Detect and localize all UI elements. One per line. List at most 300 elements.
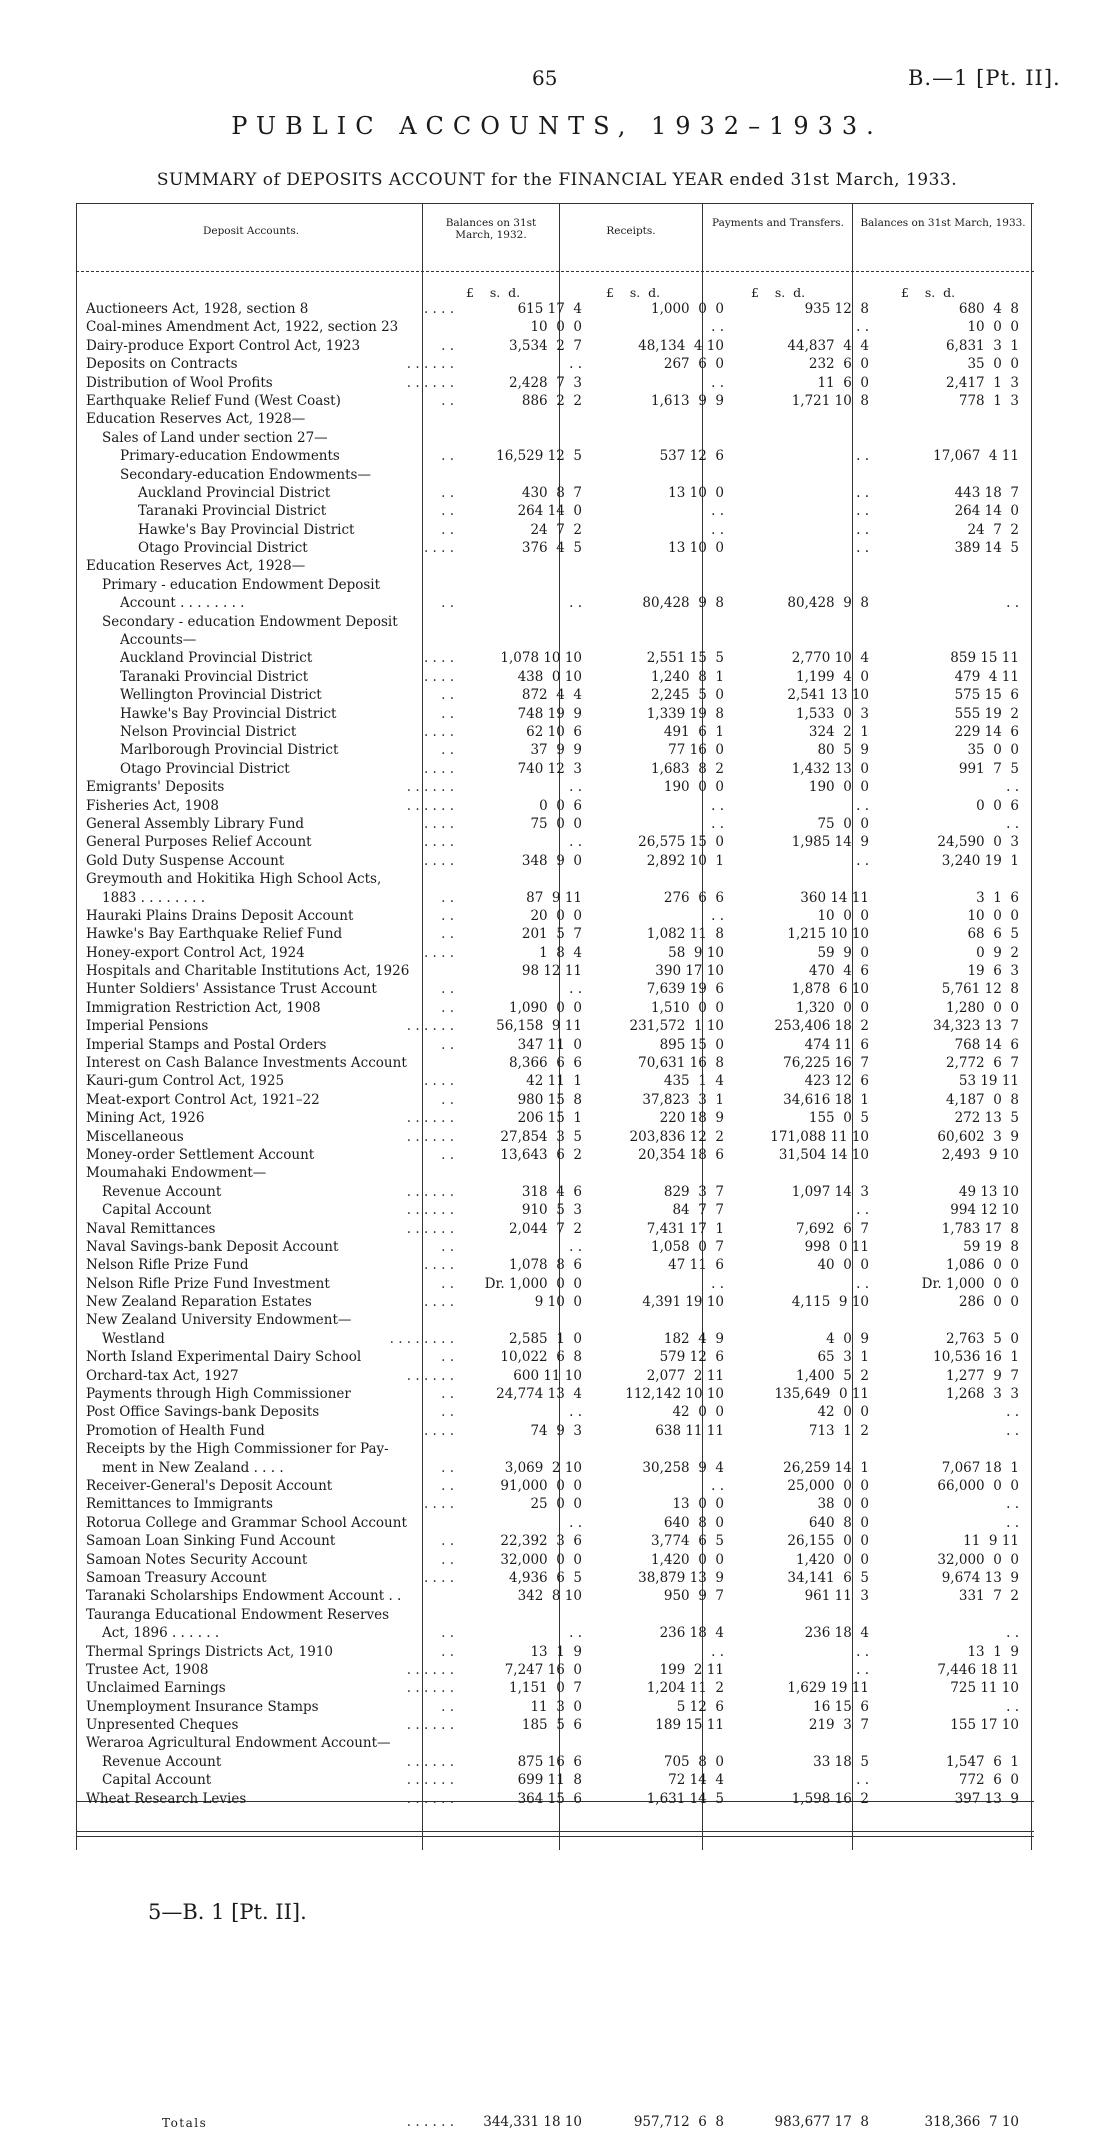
balance-1933-cell: . . — [1006, 779, 1019, 796]
leader-dots: . . . . — [423, 301, 454, 317]
balance-1932-cell: . . — [569, 981, 582, 998]
balance-1932-cell: . . — [569, 1625, 582, 1642]
account-label: Imperial Stamps and Postal Orders — [86, 1036, 327, 1053]
payments-cell: 1,533 0 3 — [796, 705, 869, 722]
currency-header: £ s. d. — [466, 285, 521, 300]
receipts-cell: 20,354 18 6 — [638, 1146, 724, 1163]
table-row — [86, 502, 1032, 520]
balance-1933-cell: 229 14 6 — [954, 723, 1019, 740]
leader-dots: . . . . . . — [406, 356, 454, 373]
payments-cell: 1,721 10 8 — [791, 392, 869, 409]
account-label: Naval Savings-bank Deposit Account — [86, 1238, 339, 1255]
account-label: Nelson Provincial District — [120, 723, 297, 740]
receipts-cell: 638 11 11 — [655, 1422, 724, 1439]
totals-double-rule — [76, 1836, 1034, 1837]
leader-dots: . . — [441, 448, 454, 465]
balance-1932-cell: 22,392 3 6 — [500, 1533, 582, 1550]
balance-1933-cell: 68 6 5 — [967, 926, 1019, 943]
balance-1932-cell: 748 19 9 — [517, 705, 582, 722]
balance-1932-cell: 348 9 0 — [521, 852, 582, 869]
account-label: Secondary - education Endowment Deposit — [102, 613, 398, 630]
leader-dots: . . . . . . — [406, 1661, 454, 1678]
table-row — [86, 1477, 1032, 1495]
receipts-cell: 537 12 6 — [659, 448, 724, 465]
account-label: Deposits on Contracts — [86, 356, 238, 373]
leader-dots: . . — [441, 1275, 454, 1292]
balance-1933-cell: 19 6 3 — [967, 963, 1019, 980]
payments-cell: . . — [856, 319, 869, 336]
account-label: Revenue Account — [102, 1183, 222, 1200]
table-row — [86, 1771, 1032, 1789]
table-row — [86, 557, 1032, 575]
account-label: Samoan Loan Sinking Fund Account — [86, 1533, 336, 1550]
balance-1932-cell: . . — [569, 1514, 582, 1531]
account-label: Remittances to Immigrants — [86, 1496, 273, 1513]
receipts-cell: 1,058 0 7 — [651, 1238, 724, 1255]
balance-1933-cell: 11 9 11 — [963, 1533, 1019, 1550]
receipts-cell: 30,258 9 4 — [642, 1459, 724, 1476]
balance-1933-cell: 7,067 18 1 — [941, 1459, 1019, 1476]
receipts-cell: 2,892 10 1 — [646, 852, 724, 869]
account-label: Westland — [102, 1330, 165, 1347]
account-label: Auckland Provincial District — [138, 484, 331, 501]
leader-dots: . . . . — [423, 1569, 454, 1586]
receipts-cell: . . — [711, 1643, 724, 1660]
receipts-cell: . . — [711, 374, 724, 391]
balance-1932-cell: 24,774 13 4 — [496, 1386, 582, 1403]
payments-cell: 10 0 0 — [817, 907, 869, 924]
receipts-cell: 4,391 19 10 — [642, 1294, 724, 1311]
balance-1933-cell: . . — [1006, 1514, 1019, 1531]
balance-1932-cell: 615 17 4 — [517, 301, 582, 317]
table-row — [86, 1275, 1032, 1293]
account-label: Meat-export Control Act, 1921–22 — [86, 1091, 320, 1108]
balance-1933-cell: 6,831 3 1 — [946, 337, 1019, 354]
account-label: Coal-mines Amendment Act, 1922, section 23 — [86, 319, 399, 336]
leader-dots: . . . . — [423, 944, 454, 961]
leader-dots: . . — [441, 1533, 454, 1550]
table-row — [86, 778, 1032, 796]
account-label: Samoan Treasury Account — [86, 1569, 267, 1586]
account-label: Rotorua College and Grammar School Account — [86, 1514, 407, 1531]
account-label: Sales of Land under section 27— — [102, 429, 328, 446]
account-label: Miscellaneous — [86, 1128, 184, 1145]
balance-1933-cell: 9,674 13 9 — [941, 1569, 1019, 1586]
table-row — [86, 1551, 1032, 1569]
receipts-cell: 38,879 13 9 — [638, 1569, 724, 1586]
payments-cell: 1,432 13 0 — [791, 760, 869, 777]
totals-bottom-rule — [76, 1831, 1034, 1832]
leader-dots: . . . . . . — [406, 1790, 454, 1807]
receipts-cell: . . — [711, 815, 724, 832]
table-row — [86, 1790, 1032, 1808]
account-label: Fisheries Act, 1908 — [86, 797, 219, 814]
receipts-cell: 276 6 6 — [663, 889, 724, 906]
payments-cell: 7,692 6 7 — [796, 1220, 869, 1237]
account-label: Otago Provincial District — [138, 540, 308, 557]
leader-dots: . . — [441, 1459, 454, 1476]
payments-cell: 713 1 2 — [808, 1422, 869, 1439]
payments-cell: 935 12 8 — [804, 301, 869, 317]
payments-cell: 31,504 14 10 — [778, 1146, 869, 1163]
receipts-cell: 1,631 14 5 — [646, 1790, 724, 1807]
table-row — [86, 392, 1032, 410]
balance-1932-cell: 980 15 8 — [517, 1091, 582, 1108]
balance-1933-cell: 10,536 16 1 — [933, 1349, 1019, 1366]
leader-dots: . . . . — [423, 1294, 454, 1311]
receipts-cell: 70,631 16 8 — [638, 1055, 724, 1072]
table-row — [86, 1054, 1032, 1072]
balance-1933-cell: 443 18 7 — [954, 484, 1019, 501]
balance-1933-cell: 859 15 11 — [950, 650, 1019, 667]
table-row — [86, 1422, 1032, 1440]
table-row — [86, 1183, 1032, 1201]
page-subtitle: SUMMARY of DEPOSITS ACCOUNT for the FINANCIAL YEAR ended 31st March, 1933. — [156, 170, 958, 190]
payments-cell: 640 8 0 — [808, 1514, 869, 1531]
account-label: Imperial Pensions — [86, 1018, 209, 1035]
receipts-cell: 895 15 0 — [659, 1036, 724, 1053]
receipts-cell: 640 8 0 — [663, 1514, 724, 1531]
payments-cell: 1,629 19 11 — [787, 1680, 869, 1697]
leader-dots: . . . . . . — [406, 1018, 454, 1035]
table-row — [86, 1146, 1032, 1164]
receipts-cell: 42 0 0 — [672, 1404, 724, 1421]
account-label: Payments through High Commissioner — [86, 1386, 351, 1403]
table-row — [86, 374, 1032, 392]
totals-leader: . . . . . . — [406, 2114, 454, 2130]
balance-1932-cell: 376 4 5 — [521, 540, 582, 557]
column-header-balance-1932: Balances on 31st March, 1932. — [445, 217, 537, 241]
balance-1933-cell: . . — [1006, 595, 1019, 612]
payments-cell: 2,541 13 10 — [787, 687, 869, 704]
account-label: Account . . . . . . . . — [120, 595, 245, 612]
leader-dots: . . — [441, 1386, 454, 1403]
payments-cell: 1,400 5 2 — [796, 1367, 869, 1384]
totals-receipts: 957,712 6 8 — [633, 2114, 724, 2130]
payments-cell: 324 2 1 — [808, 723, 869, 740]
payments-cell: 44,837 4 4 — [787, 337, 869, 354]
balance-1933-cell: 5,761 12 8 — [941, 981, 1019, 998]
balance-1932-cell: 20 0 0 — [530, 907, 582, 924]
payments-cell: 59 9 0 — [817, 944, 869, 961]
account-label: Revenue Account — [102, 1753, 222, 1770]
receipts-cell: 1,339 19 8 — [646, 705, 724, 722]
balance-1932-cell: 1,078 8 6 — [509, 1257, 582, 1274]
account-label: Wellington Provincial District — [120, 687, 322, 704]
table-row — [86, 447, 1032, 465]
page-footer: 5—B. 1 [Pt. II]. — [148, 1900, 307, 1924]
account-label: Auctioneers Act, 1928, section 8 — [86, 301, 309, 317]
table-row — [86, 1072, 1032, 1090]
balance-1932-cell: 201 5 7 — [521, 926, 582, 943]
table-row — [86, 484, 1032, 502]
receipts-cell: 2,077 2 11 — [646, 1367, 724, 1384]
payments-cell: 80 5 9 — [817, 742, 869, 759]
payments-cell: . . — [856, 797, 869, 814]
leader-dots: . . . . . . — [406, 1367, 454, 1384]
document-reference: B.—1 [Pt. II]. — [908, 66, 1061, 90]
table-row — [86, 1643, 1032, 1661]
balance-1932-cell: 600 11 10 — [513, 1367, 582, 1384]
balance-1932-cell: . . — [569, 1404, 582, 1421]
payments-cell: . . — [856, 540, 869, 557]
balance-1933-cell: 59 19 8 — [963, 1238, 1019, 1255]
payments-cell: . . — [856, 1275, 869, 1292]
table-row — [86, 1606, 1032, 1624]
table-row — [86, 1624, 1032, 1642]
receipts-cell: 84 7 7 — [672, 1202, 724, 1219]
payments-cell: . . — [856, 1202, 869, 1219]
payments-cell: 11 6 0 — [817, 374, 869, 391]
payments-cell: 423 12 6 — [804, 1073, 869, 1090]
leader-dots: . . — [441, 999, 454, 1016]
payments-cell: 80,428 9 8 — [787, 595, 869, 612]
balance-1933-cell: 725 11 10 — [950, 1680, 1019, 1697]
balance-1932-cell: 2,044 7 2 — [509, 1220, 582, 1237]
account-label: Post Office Savings-bank Deposits — [86, 1404, 320, 1421]
table-row — [86, 1109, 1032, 1127]
payments-cell: 1,320 0 0 — [796, 999, 869, 1016]
leader-dots: . . — [441, 742, 454, 759]
payments-cell: 34,616 18 1 — [783, 1091, 869, 1108]
balance-1933-cell: 35 0 0 — [967, 356, 1019, 373]
receipts-cell: 220 18 9 — [659, 1110, 724, 1127]
balance-1933-cell: 286 0 0 — [958, 1294, 1019, 1311]
receipts-cell: 190 0 0 — [663, 779, 724, 796]
table-row — [86, 1201, 1032, 1219]
payments-cell: 34,141 6 5 — [787, 1569, 869, 1586]
balance-1933-cell: . . — [1006, 1625, 1019, 1642]
balance-1932-cell: 3,534 2 7 — [509, 337, 582, 354]
receipts-cell: 26,575 15 0 — [638, 834, 724, 851]
leader-dots: . . . . . . — [406, 1680, 454, 1697]
payments-cell: 75 0 0 — [817, 815, 869, 832]
leader-dots: . . . . . . . . — [389, 1330, 454, 1347]
account-label: Dairy-produce Export Control Act, 1923 — [86, 337, 361, 354]
balance-1932-cell: 4,936 6 5 — [509, 1569, 582, 1586]
balance-1933-cell: 1,783 17 8 — [941, 1220, 1019, 1237]
payments-cell: . . — [856, 852, 869, 869]
receipts-cell: 189 15 11 — [655, 1717, 724, 1734]
balance-1932-cell: 318 4 6 — [521, 1183, 582, 1200]
payments-cell: 4 0 9 — [826, 1330, 869, 1347]
balance-1933-cell: 7,446 18 11 — [937, 1661, 1019, 1678]
table-top-rule — [76, 203, 1034, 204]
balance-1933-cell: 60,602 3 9 — [937, 1128, 1019, 1145]
receipts-cell: 579 12 6 — [659, 1349, 724, 1366]
payments-cell: 1,878 6 10 — [791, 981, 869, 998]
table-row — [86, 870, 1032, 888]
balance-1932-cell: 10,022 6 8 — [500, 1349, 582, 1366]
payments-cell: 360 14 11 — [800, 889, 869, 906]
account-label: Education Reserves Act, 1928— — [86, 411, 306, 428]
account-label: Tauranga Educational Endowment Reserves — [86, 1606, 390, 1623]
balance-1932-cell: . . — [569, 595, 582, 612]
leader-dots: . . . . — [423, 723, 454, 740]
balance-1933-cell: 1,086 0 0 — [946, 1257, 1019, 1274]
table-row — [86, 1220, 1032, 1238]
account-label: ment in New Zealand . . . . — [102, 1459, 284, 1476]
account-label: North Island Experimental Dairy School — [86, 1349, 362, 1366]
balance-1932-cell: 342 8 10 — [517, 1588, 582, 1605]
balance-1932-cell: 8,366 6 6 — [509, 1055, 582, 1072]
account-label: Weraroa Agricultural Endowment Account— — [86, 1735, 391, 1752]
receipts-cell: 47 11 6 — [668, 1257, 724, 1274]
receipts-cell: 390 17 10 — [655, 963, 724, 980]
balance-1933-cell: 772 6 0 — [958, 1772, 1019, 1789]
leader-dots: . . . . . . — [406, 1772, 454, 1789]
balance-1932-cell: 87 9 11 — [526, 889, 582, 906]
table-row — [86, 1017, 1032, 1035]
account-label: Secondary-education Endowments— — [120, 466, 371, 483]
leader-dots: . . . . . . — [406, 797, 454, 814]
table-row — [86, 1256, 1032, 1274]
table-row — [86, 576, 1032, 594]
leader-dots: . . — [441, 1478, 454, 1494]
account-label: Nelson Rifle Prize Fund Investment — [86, 1275, 330, 1292]
table-row — [86, 1587, 1032, 1605]
table-row — [86, 300, 1032, 318]
table-row — [86, 613, 1032, 631]
table-row — [86, 1459, 1032, 1477]
balance-1932-cell: 27,854 3 5 — [500, 1128, 582, 1145]
leader-dots: . . — [441, 1349, 454, 1366]
balance-1932-cell: 3,069 2 10 — [504, 1459, 582, 1476]
account-label: Primary-education Endowments — [120, 448, 340, 465]
leader-dots: . . — [441, 1036, 454, 1053]
balance-1933-cell: 17,067 4 11 — [933, 448, 1019, 465]
table-row — [86, 521, 1032, 539]
payments-cell: 42 0 0 — [817, 1404, 869, 1421]
table-row — [86, 1036, 1032, 1054]
receipts-cell: 80,428 9 8 — [642, 595, 724, 612]
leader-dots: . . . . . . — [406, 1220, 454, 1237]
table-row — [86, 1698, 1032, 1716]
balance-1932-cell: 37 9 9 — [530, 742, 582, 759]
table-row — [86, 355, 1032, 373]
account-label: Nelson Rifle Prize Fund — [86, 1257, 249, 1274]
leader-dots: . . — [441, 981, 454, 998]
balance-1933-cell: 66,000 0 0 — [937, 1478, 1019, 1494]
receipts-cell: 829 3 7 — [663, 1183, 724, 1200]
payments-cell: 253,406 18 2 — [774, 1018, 869, 1035]
leader-dots: . . — [441, 392, 454, 409]
receipts-cell: 199 2 11 — [659, 1661, 724, 1678]
leader-dots: . . . . — [423, 760, 454, 777]
leader-dots: . . — [441, 1091, 454, 1108]
balance-1932-cell: 74 9 3 — [530, 1422, 582, 1439]
receipts-cell: 267 6 0 — [663, 356, 724, 373]
receipts-cell: 37,823 3 1 — [642, 1091, 724, 1108]
balance-1932-cell: 25 0 0 — [530, 1496, 582, 1513]
leader-dots: . . . . — [423, 1257, 454, 1274]
payments-cell: 4,115 9 10 — [791, 1294, 869, 1311]
balance-1933-cell: 2,763 5 0 — [946, 1330, 1019, 1347]
receipts-cell: 13 10 0 — [668, 484, 724, 501]
table-row — [86, 741, 1032, 759]
table-row — [86, 1385, 1032, 1403]
account-label: Emigrants' Deposits — [86, 779, 225, 796]
table-row — [86, 760, 1032, 778]
payments-cell: 236 18 4 — [804, 1625, 869, 1642]
balance-1932-cell: 438 0 10 — [517, 668, 582, 685]
payments-cell: 1,598 16 2 — [791, 1790, 869, 1807]
payments-cell: 470 4 6 — [808, 963, 869, 980]
balance-1932-cell: 206 15 1 — [517, 1110, 582, 1127]
account-label: Accounts— — [120, 632, 197, 649]
balance-1933-cell: . . — [1006, 1404, 1019, 1421]
leader-dots: . . — [441, 687, 454, 704]
leader-dots: . . . . . . — [406, 1110, 454, 1127]
balance-1932-cell: 185 5 6 — [521, 1717, 582, 1734]
account-label: Moumahaki Endowment— — [86, 1165, 267, 1182]
account-label: Education Reserves Act, 1928— — [86, 558, 306, 575]
table-row — [86, 539, 1032, 557]
balance-1933-cell: 479 4 11 — [954, 668, 1019, 685]
payments-cell: . . — [856, 503, 869, 520]
account-label: Trustee Act, 1908 — [86, 1661, 209, 1678]
leader-dots: . . — [441, 595, 454, 612]
balance-1933-cell: 0 0 6 — [976, 797, 1019, 814]
account-label: Taranaki Provincial District — [138, 503, 327, 520]
payments-cell: 961 11 3 — [804, 1588, 869, 1605]
balance-1932-cell: . . — [569, 834, 582, 851]
account-label: Unclaimed Earnings — [86, 1680, 226, 1697]
leader-dots: . . . . — [423, 540, 454, 557]
balance-1933-cell: 680 4 8 — [958, 301, 1019, 317]
balance-1932-cell: Dr. 1,000 0 0 — [484, 1275, 582, 1292]
balance-1933-cell: 768 14 6 — [954, 1036, 1019, 1053]
account-label: Gold Duty Suspense Account — [86, 852, 285, 869]
receipts-cell: 231,572 1 10 — [629, 1018, 724, 1035]
balance-1932-cell: 56,158 9 11 — [496, 1018, 582, 1035]
balance-1932-cell: 10 0 0 — [530, 319, 582, 336]
balance-1933-cell: 53 19 11 — [958, 1073, 1019, 1090]
balance-1932-cell: 75 0 0 — [530, 815, 582, 832]
payments-cell: 474 11 6 — [804, 1036, 869, 1053]
table-row — [86, 1532, 1032, 1550]
balance-1933-cell: 2,417 1 3 — [946, 374, 1019, 391]
receipts-cell: . . — [711, 319, 724, 336]
account-label: Primary - education Endowment Deposit — [102, 576, 381, 593]
balance-1932-cell: 1,078 10 10 — [500, 650, 582, 667]
receipts-cell: 2,551 15 5 — [646, 650, 724, 667]
currency-header: £ s. d. — [901, 285, 956, 300]
account-label: Interest on Cash Balance Investments Account — [86, 1055, 407, 1072]
balance-1933-cell: 4,187 0 8 — [946, 1091, 1019, 1108]
balance-1933-cell: 397 13 9 — [954, 1790, 1019, 1807]
receipts-cell: 705 8 0 — [663, 1753, 724, 1770]
receipts-cell: 950 9 7 — [663, 1588, 724, 1605]
totals-payments: 983,677 17 8 — [774, 2114, 869, 2130]
balance-1933-cell: . . — [1006, 1496, 1019, 1513]
leader-dots: . . — [441, 1238, 454, 1255]
balance-1933-cell: 1,268 3 3 — [946, 1386, 1019, 1403]
balance-1932-cell: . . — [569, 356, 582, 373]
receipts-cell: 3,774 6 5 — [651, 1533, 724, 1550]
table-row — [86, 833, 1032, 851]
balance-1932-cell: 875 16 6 — [517, 1753, 582, 1770]
balance-1933-cell: 10 0 0 — [967, 907, 1019, 924]
receipts-cell: 112,142 10 10 — [625, 1386, 724, 1403]
payments-cell: 40 0 0 — [817, 1257, 869, 1274]
receipts-cell: 72 14 4 — [668, 1772, 724, 1789]
account-label: Act, 1896 . . . . . . — [102, 1625, 220, 1642]
balance-1933-cell: 155 17 10 — [950, 1717, 1019, 1734]
balance-1932-cell: 24 7 2 — [530, 521, 582, 538]
column-header-payments: Payments and Transfers. — [711, 217, 845, 229]
table-row — [86, 1716, 1032, 1734]
